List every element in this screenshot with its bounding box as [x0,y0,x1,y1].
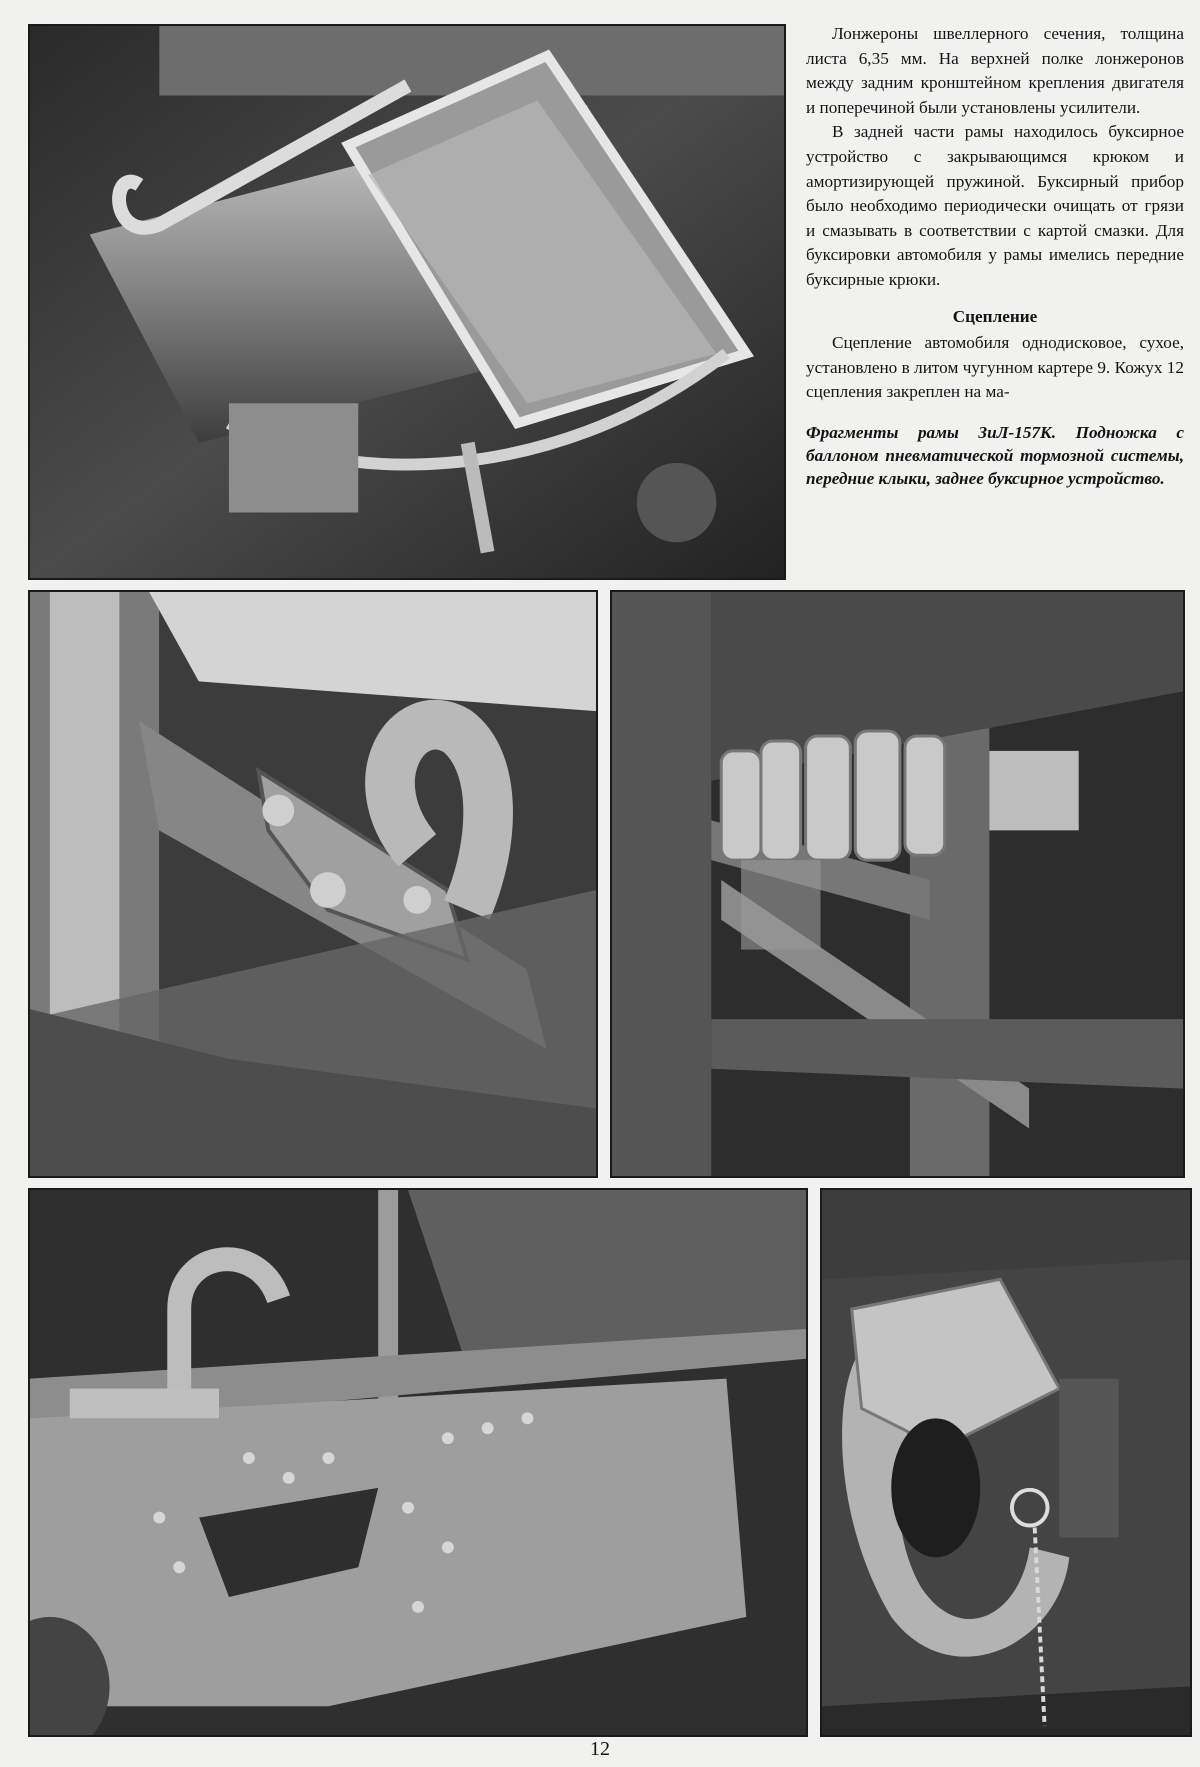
photo-caption: Фрагменты рамы ЗиЛ-157К. Подножка с баллоном пневматической тормозной системы, передние клыки, заднее буксирное устройство. [806,422,1184,488]
photo-running-board-air-tank [28,24,786,580]
paragraph-clutch: Сцепление автомобиля однодисковое, сухое, установлено в литом чугунном картере 9. Кожух 12 сцепления закреплен на ма- [806,333,1184,402]
rear-frame-illustration [30,1190,806,1735]
article-text [806,22,1184,490]
page-number: 12 [590,1738,610,1760]
photo-rear-frame-end [28,1188,808,1737]
section-heading: Сцепление [952,306,1038,326]
photo-front-hook [28,590,598,1178]
paragraph-frame: Лонжероны швеллерного сечения, толщина листа 6,35 мм. На верхней полке лонжеронов между задним кронштейном крепления двигателя и поперечиной были установлены усилители. [806,24,1184,117]
tow-spring-illustration [612,592,1183,1176]
photo-rear-tow-hook [820,1188,1192,1737]
photo-tow-spring [610,590,1185,1178]
running-board-illustration [30,26,784,578]
front-hook-illustration [30,592,596,1176]
rear-tow-hook-illustration [822,1190,1190,1735]
paragraph-towing: В задней части рамы находилось буксирное устройство с закрывающимся крюком и амортизирующей пружиной. Буксирный прибор было необходимо периодически очищать от грязи и смазывать в соответствии с картой смазки. Для буксировки автомобиля у рамы имелись передние буксирные крюки. [806,122,1184,289]
